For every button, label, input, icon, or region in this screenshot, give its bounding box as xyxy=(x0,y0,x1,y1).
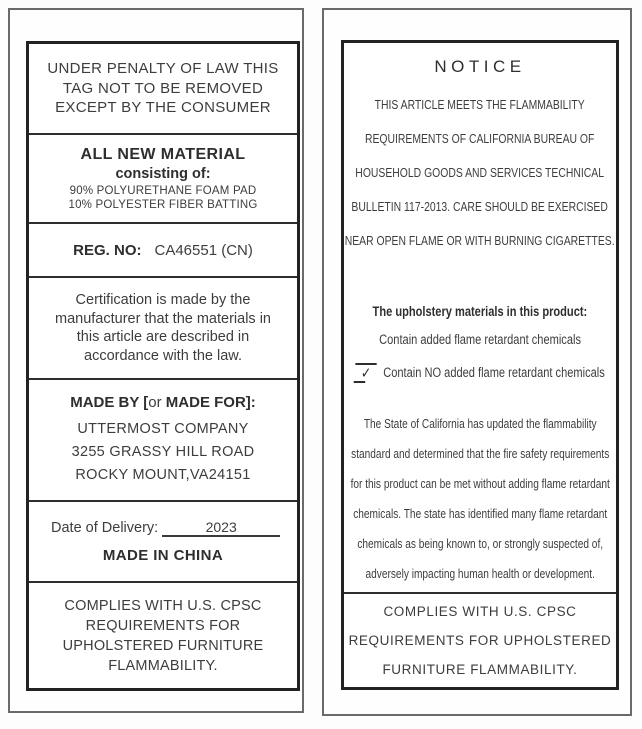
material-component: 10% POLYESTER FIBER BATTING xyxy=(68,198,258,211)
state-line: The State of California has updated the flammability xyxy=(363,416,597,431)
cpsc-compliance-section xyxy=(29,581,297,688)
manufacturer-address-street: 3255 GRASSY HILL ROAD xyxy=(71,443,255,460)
penalty-line: TAG NOT TO BE REMOVED xyxy=(62,79,264,97)
cpsc-compliance-section-right xyxy=(344,592,616,687)
upholstery-option-contains-none xyxy=(355,363,604,382)
reg-number-value: CA46551 (CN) xyxy=(154,241,253,259)
notice-title: NOTICE xyxy=(434,57,526,76)
material-subtitle: consisting of: xyxy=(115,165,211,182)
manufacturer-name: UTTERMOST COMPANY xyxy=(77,420,249,437)
state-of-california-statement xyxy=(314,409,642,589)
compliance-line: REQUIREMENTS FOR xyxy=(85,617,241,634)
notice-line: NEAR OPEN FLAME OR WITH BURNING CIGARETTES. xyxy=(345,233,615,248)
upholstery-materials-heading: The upholstery materials in this product: xyxy=(372,304,588,319)
delivery-date-row xyxy=(29,519,280,537)
certification-line: this article are described in xyxy=(76,329,250,345)
made-by-heading xyxy=(70,394,256,411)
compliance-line: FURNITURE FLAMMABILITY. xyxy=(382,662,578,677)
manufacturer-address-city: ROCKY MOUNT,VA24151 xyxy=(75,466,251,483)
delivery-date-label: Date of Delivery: xyxy=(51,520,159,536)
notice-tag xyxy=(341,40,619,690)
compliance-line: FLAMMABILITY. xyxy=(108,657,218,674)
certification-section xyxy=(29,276,297,378)
upholstery-option-contains: Contain added flame retardant chemicals xyxy=(379,332,581,347)
penalty-line: UNDER PENALTY OF LAW THIS xyxy=(47,60,279,78)
reg-number-label: REG. NO: xyxy=(73,241,142,259)
compliance-line: COMPLIES WITH U.S. CPSC xyxy=(64,597,262,614)
made-by-heading-bold: MADE FOR]: xyxy=(161,393,256,411)
law-tag xyxy=(26,41,300,691)
state-line: adversely impacting human health or development. xyxy=(365,566,595,581)
certification-line: manufacturer that the materials in xyxy=(55,310,271,327)
state-line: chemicals. The state has identified many flame retardant xyxy=(352,506,608,521)
state-line: standard and determined that the fire safety requirements xyxy=(350,446,610,461)
delivery-section xyxy=(29,500,297,581)
left-page xyxy=(8,8,304,713)
certification-line: accordance with the law. xyxy=(84,347,242,364)
certification-line: Certification is made by the xyxy=(75,292,251,308)
upholstery-option-label: Contain NO added flame retardant chemicals xyxy=(383,365,605,380)
notice-section xyxy=(344,43,616,592)
material-component: 90% POLYURETHANE FOAM PAD xyxy=(69,184,257,197)
checkmark-icon: ✓ xyxy=(360,365,372,382)
checked-line xyxy=(355,363,376,382)
flammability-statement xyxy=(311,88,642,258)
registration-section xyxy=(29,222,297,276)
notice-line: THIS ARTICLE MEETS THE FLAMMABILITY xyxy=(375,97,585,112)
compliance-line: REQUIREMENTS FOR UPHOLSTERED xyxy=(348,633,612,648)
delivery-year: 2023 xyxy=(205,519,237,535)
notice-line: REQUIREMENTS OF CALIFORNIA BUREAU OF xyxy=(365,131,595,146)
made-by-heading-bold: MADE BY [ xyxy=(70,393,149,411)
notice-line: HOUSEHOLD GOODS AND SERVICES TECHNICAL xyxy=(355,165,605,180)
material-title: ALL NEW MATERIAL xyxy=(80,145,246,163)
made-by-section xyxy=(29,378,297,500)
penalty-section xyxy=(29,44,297,133)
right-page xyxy=(322,8,632,716)
material-section xyxy=(29,133,297,222)
penalty-line: EXCEPT BY THE CONSUMER xyxy=(55,99,271,117)
compliance-line: COMPLIES WITH U.S. CPSC xyxy=(383,604,577,619)
compliance-line: UPHOLSTERED FURNITURE xyxy=(62,637,264,654)
notice-line: BULLETIN 117-2013. CARE SHOULD BE EXERCISED xyxy=(351,199,609,214)
made-by-heading-or: or xyxy=(148,393,162,411)
delivery-date-underline xyxy=(162,519,280,537)
country-of-origin: MADE IN CHINA xyxy=(102,547,224,564)
state-line: for this product can be met without adding flame retardant xyxy=(350,476,610,491)
state-line: chemicals as being known to, or strongly suspected of, xyxy=(357,536,603,551)
